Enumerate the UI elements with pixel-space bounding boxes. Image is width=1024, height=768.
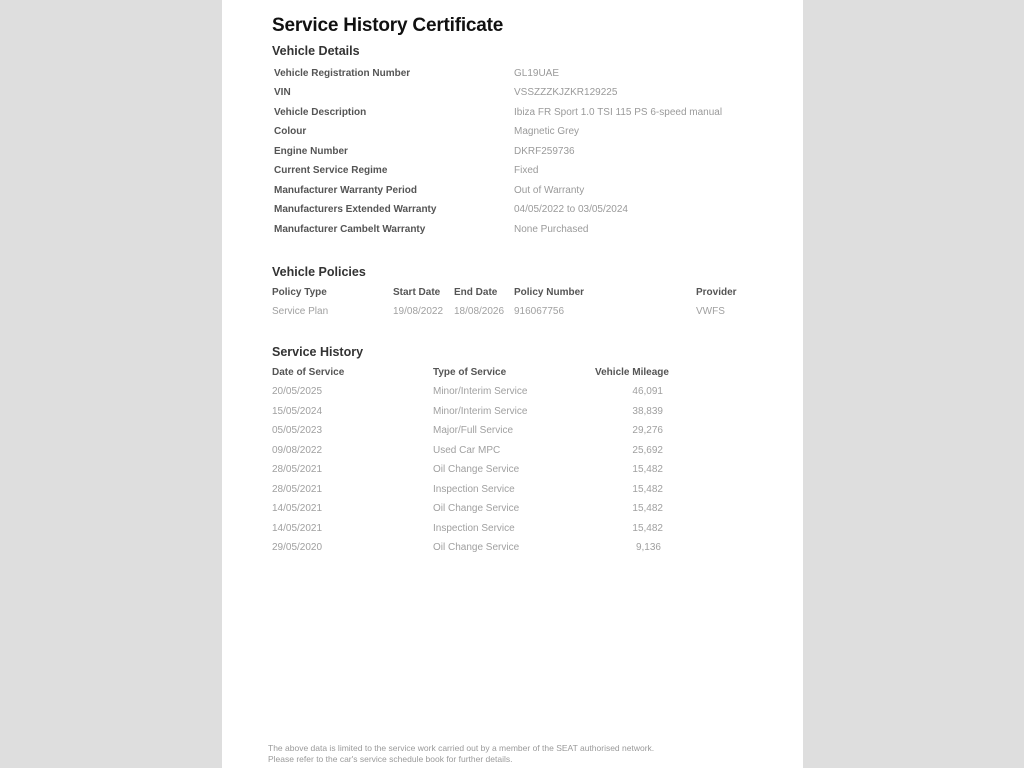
service-date-cell: 20/05/2025 xyxy=(272,386,323,397)
service-date-cell: 28/05/2021 xyxy=(272,464,323,475)
detail-value: None Purchased xyxy=(514,224,589,235)
service-date-cell: 05/05/2023 xyxy=(272,425,323,436)
service-history-heading: Service History xyxy=(272,345,364,359)
detail-label: VIN xyxy=(274,87,291,98)
footer-line: Please refer to the car's service schedule book for further details. xyxy=(268,754,513,764)
detail-label: Engine Number xyxy=(274,146,348,157)
vehicle-policies-heading: Vehicle Policies xyxy=(272,265,366,279)
service-date-cell: 14/05/2021 xyxy=(272,503,323,514)
detail-value: Magnetic Grey xyxy=(514,126,580,137)
service-type-cell: Inspection Service xyxy=(433,484,515,495)
service-type-cell: Oil Change Service xyxy=(433,464,520,475)
service-mileage-cell: 38,839 xyxy=(632,406,663,417)
detail-value: Ibiza FR Sport 1.0 TSI 115 PS 6-speed manual xyxy=(514,107,723,118)
service-type-cell: Minor/Interim Service xyxy=(433,406,528,417)
service-date-cell: 28/05/2021 xyxy=(272,484,323,495)
detail-value: Out of Warranty xyxy=(514,185,585,196)
service-mileage-cell: 29,276 xyxy=(632,425,663,436)
col-start-date: Start Date xyxy=(393,287,441,298)
service-mileage-cell: 25,692 xyxy=(632,445,663,456)
policy-start-cell: 19/08/2022 xyxy=(393,306,444,317)
detail-value: Fixed xyxy=(514,165,539,176)
service-type-cell: Oil Change Service xyxy=(433,503,520,514)
col-type-of-service: Type of Service xyxy=(433,367,507,378)
service-mileage-cell: 15,482 xyxy=(632,464,663,475)
service-type-cell: Inspection Service xyxy=(433,523,515,534)
col-policy-type: Policy Type xyxy=(272,287,327,298)
col-vehicle-mileage: Vehicle Mileage xyxy=(595,367,669,378)
service-mileage-cell: 46,091 xyxy=(632,386,663,397)
detail-label: Current Service Regime xyxy=(274,165,388,176)
service-mileage-cell: 15,482 xyxy=(632,484,663,495)
policy-provider-cell: VWFS xyxy=(696,306,725,317)
detail-label: Colour xyxy=(274,126,307,137)
page-title: Service History Certificate xyxy=(272,15,504,36)
col-policy-number: Policy Number xyxy=(514,287,585,298)
footer-line: The above data is limited to the service work carried out by a member of the SEAT authorised network. xyxy=(268,743,655,753)
detail-label: Manufacturer Cambelt Warranty xyxy=(274,224,426,235)
detail-value: GL19UAE xyxy=(514,68,560,79)
footer-disclaimer xyxy=(268,743,788,765)
service-mileage-cell: 15,482 xyxy=(632,523,663,534)
service-type-cell: Major/Full Service xyxy=(433,425,514,436)
service-type-cell: Oil Change Service xyxy=(433,542,520,553)
certificate-page xyxy=(222,0,803,768)
service-mileage-cell: 9,136 xyxy=(635,542,661,553)
service-date-cell: 15/05/2024 xyxy=(272,406,323,417)
detail-label: Manufacturer Warranty Period xyxy=(274,185,417,196)
service-type-cell: Minor/Interim Service xyxy=(433,386,528,397)
detail-value: VSSZZZKJZKR129225 xyxy=(514,87,618,98)
service-date-cell: 14/05/2021 xyxy=(272,523,323,534)
policy-type-cell: Service Plan xyxy=(272,306,329,317)
col-provider: Provider xyxy=(696,287,737,298)
col-end-date: End Date xyxy=(454,287,498,298)
service-type-cell: Used Car MPC xyxy=(433,445,501,456)
policy-number-cell: 916067756 xyxy=(514,306,565,317)
service-mileage-cell: 15,482 xyxy=(632,503,663,514)
detail-value: 04/05/2022 to 03/05/2024 xyxy=(514,204,628,215)
service-date-cell: 29/05/2020 xyxy=(272,542,323,553)
col-date-of-service: Date of Service xyxy=(272,367,345,378)
detail-label: Vehicle Description xyxy=(274,107,367,118)
detail-label: Vehicle Registration Number xyxy=(274,68,411,79)
detail-value: DKRF259736 xyxy=(514,146,575,157)
vehicle-details-heading: Vehicle Details xyxy=(272,44,360,58)
detail-label: Manufacturers Extended Warranty xyxy=(274,204,437,215)
service-date-cell: 09/08/2022 xyxy=(272,445,323,456)
policy-end-cell: 18/08/2026 xyxy=(454,306,505,317)
